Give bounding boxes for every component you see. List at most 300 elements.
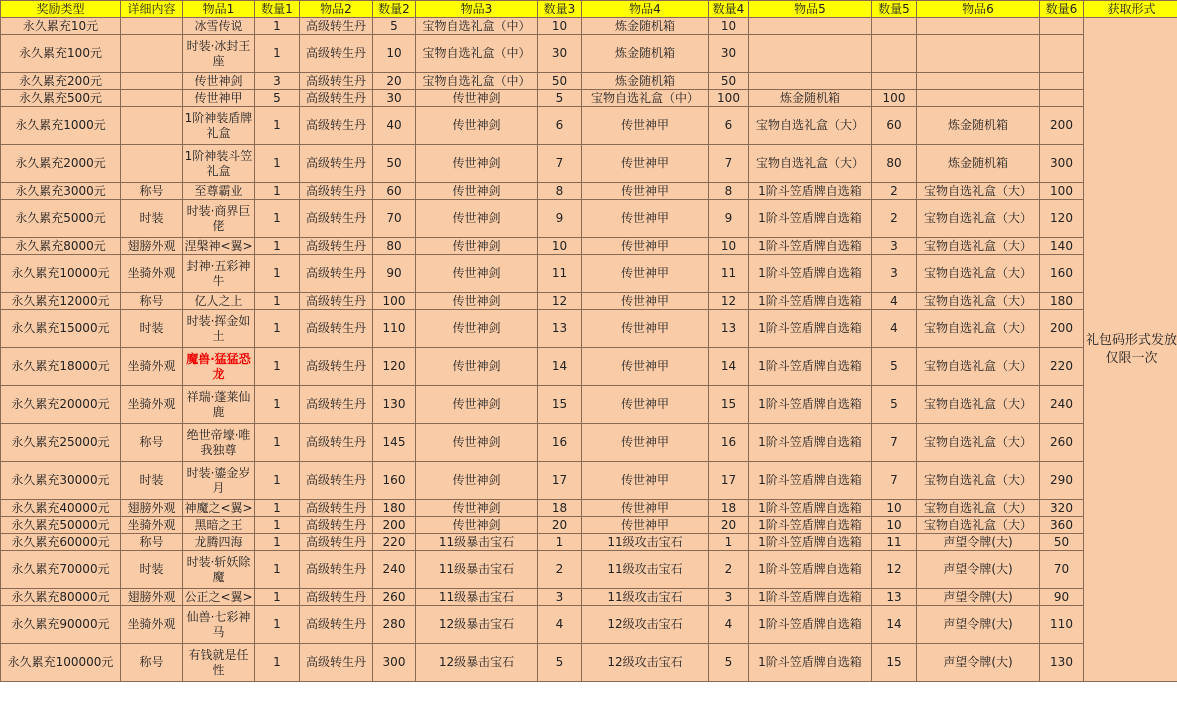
table-cell-item2: 高级转生丹 (300, 73, 373, 90)
table-cell-item4: 传世神甲 (582, 462, 709, 500)
table-cell-item5: 1阶斗笠盾牌自选箱 (749, 310, 872, 348)
table-cell-qty3: 12 (538, 293, 582, 310)
table-cell-qty2: 100 (373, 293, 416, 310)
table-cell-qty4: 18 (709, 500, 749, 517)
table-cell-item1: 黑暗之王 (183, 517, 255, 534)
table-cell-qty1: 1 (255, 107, 300, 145)
table-cell-qty6: 50 (1040, 534, 1084, 551)
table-cell-qty2: 30 (373, 90, 416, 107)
table-cell-type: 永久累充100元 (1, 35, 121, 73)
table-cell-qty5: 15 (872, 644, 917, 682)
table-cell-qty2: 145 (373, 424, 416, 462)
header-row (1, 1, 1177, 18)
table-cell-qty6: 360 (1040, 517, 1084, 534)
table-cell-item4: 11级攻击宝石 (582, 589, 709, 606)
table-cell-qty1: 1 (255, 551, 300, 589)
table-cell-item2: 高级转生丹 (300, 534, 373, 551)
table-cell-detail (121, 107, 183, 145)
table-cell-item5 (749, 73, 872, 90)
table-cell-detail: 时装 (121, 462, 183, 500)
table-cell-item6: 宝物自选礼盒（大） (917, 348, 1040, 386)
table-cell-qty2: 130 (373, 386, 416, 424)
table-cell-qty4: 9 (709, 200, 749, 238)
table-cell-qty3: 2 (538, 551, 582, 589)
table-row (1, 348, 1177, 386)
table-cell-qty2: 80 (373, 238, 416, 255)
table-cell-item1: 封神·五彩神牛 (183, 255, 255, 293)
table-cell-qty3: 18 (538, 500, 582, 517)
table-cell-item4: 传世神甲 (582, 183, 709, 200)
table-cell-qty3: 5 (538, 644, 582, 682)
table-cell-type: 永久累充100000元 (1, 644, 121, 682)
table-cell-qty4: 2 (709, 551, 749, 589)
table-cell-type: 永久累充15000元 (1, 310, 121, 348)
header-cell: 数量2 (373, 1, 416, 18)
table-cell-item5: 1阶斗笠盾牌自选箱 (749, 517, 872, 534)
table-cell-item6: 宝物自选礼盒（大） (917, 183, 1040, 200)
header-cell: 数量5 (872, 1, 917, 18)
table-cell-item2: 高级转生丹 (300, 107, 373, 145)
table-cell-qty2: 5 (373, 18, 416, 35)
header-cell: 数量4 (709, 1, 749, 18)
table-cell-item6: 宝物自选礼盒（大） (917, 500, 1040, 517)
table-cell-qty2: 110 (373, 310, 416, 348)
table-row (1, 73, 1177, 90)
table-row (1, 551, 1177, 589)
table-cell-qty1: 1 (255, 606, 300, 644)
header-cell: 数量1 (255, 1, 300, 18)
table-cell-detail (121, 35, 183, 73)
table-cell-qty3: 9 (538, 200, 582, 238)
table-cell-item1: 传世神甲 (183, 90, 255, 107)
table-cell-qty2: 220 (373, 534, 416, 551)
header-cell: 物品6 (917, 1, 1040, 18)
table-cell-qty5: 80 (872, 145, 917, 183)
table-cell-item5: 1阶斗笠盾牌自选箱 (749, 424, 872, 462)
table-cell-detail (121, 18, 183, 35)
table-cell-detail: 翅膀外观 (121, 500, 183, 517)
table-cell-qty4: 8 (709, 183, 749, 200)
table-cell-detail: 时装 (121, 200, 183, 238)
table-cell-item4: 炼金随机箱 (582, 73, 709, 90)
table-row (1, 35, 1177, 73)
table-cell-item6: 声望令牌(大) (917, 534, 1040, 551)
table-cell-item2: 高级转生丹 (300, 293, 373, 310)
table-cell-item3: 11级暴击宝石 (416, 534, 538, 551)
table-cell-type: 永久累充500元 (1, 90, 121, 107)
table-cell-qty6 (1040, 35, 1084, 73)
header-cell: 详细内容 (121, 1, 183, 18)
table-cell-detail (121, 73, 183, 90)
table-cell-qty6: 200 (1040, 310, 1084, 348)
table-cell-item4: 传世神甲 (582, 517, 709, 534)
table-cell-item2: 高级转生丹 (300, 551, 373, 589)
table-cell-type: 永久累充5000元 (1, 200, 121, 238)
table-cell-qty6: 290 (1040, 462, 1084, 500)
header-cell: 数量3 (538, 1, 582, 18)
table-cell-qty3: 8 (538, 183, 582, 200)
table-row (1, 255, 1177, 293)
table-cell-item2: 高级转生丹 (300, 255, 373, 293)
table-cell-item1: 时装·冰封王座 (183, 35, 255, 73)
table-row (1, 500, 1177, 517)
table-cell-detail (121, 90, 183, 107)
header-cell: 物品5 (749, 1, 872, 18)
table-cell-item6 (917, 73, 1040, 90)
table-cell-qty4: 10 (709, 18, 749, 35)
table-cell-qty6: 140 (1040, 238, 1084, 255)
table-cell-qty1: 1 (255, 644, 300, 682)
table-cell-qty2: 240 (373, 551, 416, 589)
table-cell-type: 永久累充70000元 (1, 551, 121, 589)
table-cell-item5: 1阶斗笠盾牌自选箱 (749, 500, 872, 517)
table-cell-item6 (917, 18, 1040, 35)
table-cell-qty1: 1 (255, 500, 300, 517)
table-cell-item5: 1阶斗笠盾牌自选箱 (749, 238, 872, 255)
table-cell-qty4: 7 (709, 145, 749, 183)
table-cell-item1: 神魔之<翼> (184, 500, 253, 515)
table-cell-qty3: 20 (538, 517, 582, 534)
table-cell-detail (121, 145, 183, 183)
table-cell-item4: 传世神甲 (582, 348, 709, 386)
table-cell-qty3: 1 (538, 534, 582, 551)
table-cell-item4: 12级攻击宝石 (582, 644, 709, 682)
table-cell-item3: 传世神剑 (416, 293, 538, 310)
table-cell-item1: 时装·商界巨佬 (183, 200, 255, 238)
table-cell-type: 永久累充2000元 (1, 145, 121, 183)
table-cell-item2: 高级转生丹 (300, 145, 373, 183)
table-cell-qty1: 1 (255, 424, 300, 462)
table-cell-type: 永久累充60000元 (1, 534, 121, 551)
table-cell-qty6 (1040, 18, 1084, 35)
table-cell-qty1: 1 (255, 517, 300, 534)
table-cell-qty4: 11 (709, 255, 749, 293)
table-cell-item6: 声望令牌(大) (917, 644, 1040, 682)
table-cell-item2: 高级转生丹 (300, 386, 373, 424)
table-cell-item4: 传世神甲 (582, 145, 709, 183)
table-cell-qty1: 1 (255, 238, 300, 255)
table-cell-item2: 高级转生丹 (300, 310, 373, 348)
table-cell-item6 (917, 35, 1040, 73)
table-row (1, 145, 1177, 183)
table-cell-qty3: 10 (538, 18, 582, 35)
table-cell-qty5: 14 (872, 606, 917, 644)
table-cell-item3: 宝物自选礼盒（中） (416, 18, 538, 35)
table-cell-qty5: 4 (872, 310, 917, 348)
table-cell-qty2: 10 (373, 35, 416, 73)
table-cell-item6 (917, 90, 1040, 107)
table-cell-item6: 声望令牌(大) (917, 589, 1040, 606)
table-cell-detail: 时装 (121, 310, 183, 348)
table-cell-qty2: 60 (373, 183, 416, 200)
table-cell-item3: 12级暴击宝石 (416, 606, 538, 644)
table-cell-item5: 1阶斗笠盾牌自选箱 (749, 551, 872, 589)
table-row (1, 534, 1177, 551)
table-cell-type: 永久累充12000元 (1, 293, 121, 310)
table-cell-item5: 1阶斗笠盾牌自选箱 (749, 534, 872, 551)
table-cell-item5: 1阶斗笠盾牌自选箱 (749, 200, 872, 238)
table-cell-type: 永久累充3000元 (1, 183, 121, 200)
table-cell-qty2: 90 (373, 255, 416, 293)
table-cell-qty1: 1 (255, 589, 300, 606)
table-cell-item6: 宝物自选礼盒（大） (917, 200, 1040, 238)
table-cell-qty3: 15 (538, 386, 582, 424)
table-cell-item4: 11级攻击宝石 (582, 534, 709, 551)
header-cell: 物品3 (416, 1, 538, 18)
table-cell-item3: 传世神剑 (416, 255, 538, 293)
table-cell-item6: 声望令牌(大) (917, 606, 1040, 644)
table-cell-item6: 宝物自选礼盒（大） (917, 424, 1040, 462)
table-cell-qty2: 280 (373, 606, 416, 644)
table-cell-qty2: 20 (373, 73, 416, 90)
table-cell-item1: 龙腾四海 (183, 534, 255, 551)
header-cell: 获取形式 (1084, 1, 1177, 18)
table-cell-detail: 称号 (121, 183, 183, 200)
table-cell-item1: 时装·斩妖除魔 (183, 551, 255, 589)
table-cell-detail: 翅膀外观 (121, 589, 183, 606)
table-cell-detail: 称号 (121, 644, 183, 682)
table-cell-item1: 魔兽·猛猛恐龙 (183, 348, 255, 386)
table-cell-qty3: 30 (538, 35, 582, 73)
table-cell-item2: 高级转生丹 (300, 90, 373, 107)
table-cell-item4: 炼金随机箱 (582, 18, 709, 35)
table-cell-qty2: 40 (373, 107, 416, 145)
table-cell-item5: 宝物自选礼盒（大） (749, 145, 872, 183)
table-row (1, 18, 1177, 35)
table-cell-item4: 11级攻击宝石 (582, 551, 709, 589)
table-cell-qty3: 17 (538, 462, 582, 500)
table-cell-item2: 高级转生丹 (300, 18, 373, 35)
table-cell-item2: 高级转生丹 (300, 183, 373, 200)
table-cell-qty5: 2 (872, 200, 917, 238)
table-cell-item3: 传世神剑 (416, 386, 538, 424)
table-cell-qty6: 160 (1040, 255, 1084, 293)
table-cell-qty6 (1040, 90, 1084, 107)
table-cell-qty2: 200 (373, 517, 416, 534)
table-cell-qty6: 110 (1040, 606, 1084, 644)
table-cell-item3: 传世神剑 (416, 145, 538, 183)
table-cell-detail: 称号 (121, 424, 183, 462)
table-cell-item6: 宝物自选礼盒（大） (917, 517, 1040, 534)
table-cell-qty4: 5 (709, 644, 749, 682)
table-cell-qty4: 10 (709, 238, 749, 255)
table-cell-qty3: 5 (538, 90, 582, 107)
table-cell-qty5: 10 (872, 517, 917, 534)
table-cell-detail: 坐骑外观 (121, 255, 183, 293)
table-cell-detail: 称号 (121, 293, 183, 310)
table-cell-qty4: 13 (709, 310, 749, 348)
table-cell-type: 永久累充25000元 (1, 424, 121, 462)
table-cell-item3: 传世神剑 (416, 183, 538, 200)
table-cell-item5 (749, 35, 872, 73)
table-cell-qty4: 16 (709, 424, 749, 462)
header-cell: 物品4 (582, 1, 709, 18)
table-row (1, 462, 1177, 500)
table-cell-item1: 传世神剑 (183, 73, 255, 90)
table-cell-item5: 1阶斗笠盾牌自选箱 (749, 183, 872, 200)
table-cell-item6: 宝物自选礼盒（大） (917, 293, 1040, 310)
header-cell: 物品1 (183, 1, 255, 18)
table-cell-item2: 高级转生丹 (300, 644, 373, 682)
table-cell-item1: 祥瑞·蓬莱仙鹿 (183, 386, 255, 424)
table-cell-qty1: 1 (255, 293, 300, 310)
table-cell-item2: 高级转生丹 (300, 424, 373, 462)
table-cell-item3: 传世神剑 (416, 517, 538, 534)
table-cell-qty5: 60 (872, 107, 917, 145)
table-cell-type: 永久累充90000元 (1, 606, 121, 644)
table-cell-qty4: 4 (709, 606, 749, 644)
table-cell-detail: 坐骑外观 (121, 348, 183, 386)
table-cell-qty2: 120 (373, 348, 416, 386)
table-row (1, 90, 1177, 107)
table-cell-item3: 传世神剑 (416, 238, 538, 255)
table-cell-type: 永久累充40000元 (1, 500, 121, 517)
table-cell-item5: 1阶斗笠盾牌自选箱 (749, 589, 872, 606)
table-cell-qty1: 1 (255, 348, 300, 386)
table-cell-qty5: 11 (872, 534, 917, 551)
table-cell-qty4: 6 (709, 107, 749, 145)
table-cell-item2: 高级转生丹 (300, 200, 373, 238)
table-cell-item3: 宝物自选礼盒（中） (416, 35, 538, 73)
table-cell-qty5: 7 (872, 462, 917, 500)
table-cell-qty6: 260 (1040, 424, 1084, 462)
table-cell-qty5: 3 (872, 255, 917, 293)
table-cell-type: 永久累充30000元 (1, 462, 121, 500)
table-cell-item3: 传世神剑 (416, 500, 538, 517)
table-cell-qty3: 16 (538, 424, 582, 462)
table-cell-item2: 高级转生丹 (300, 462, 373, 500)
table-cell-qty1: 1 (255, 462, 300, 500)
table-cell-qty1: 1 (255, 183, 300, 200)
table-row (1, 589, 1177, 606)
table-row (1, 517, 1177, 534)
table-cell-item4: 12级攻击宝石 (582, 606, 709, 644)
table-cell-qty6: 180 (1040, 293, 1084, 310)
table-row (1, 310, 1177, 348)
table-row (1, 107, 1177, 145)
table-row (1, 183, 1177, 200)
table-cell-qty2: 70 (373, 200, 416, 238)
table-cell-item4: 宝物自选礼盒（中） (582, 90, 709, 107)
table-cell-item5 (749, 18, 872, 35)
table-cell-item2: 高级转生丹 (300, 238, 373, 255)
header-cell: 奖励类型 (1, 1, 121, 18)
table-cell-item5: 1阶斗笠盾牌自选箱 (749, 293, 872, 310)
table-cell-qty4: 1 (709, 534, 749, 551)
table-cell-item1: 公正之<翼> (184, 589, 253, 604)
table-cell-detail: 坐骑外观 (121, 606, 183, 644)
table-cell-item1: 绝世帝壕·唯我独尊 (183, 424, 255, 462)
table-cell-item1: 1阶神装斗笠礼盒 (183, 145, 255, 183)
table-cell-item3: 11级暴击宝石 (416, 551, 538, 589)
table-cell-qty5: 4 (872, 293, 917, 310)
table-cell-item6: 炼金随机箱 (917, 107, 1040, 145)
table-cell-item5: 1阶斗笠盾牌自选箱 (749, 348, 872, 386)
table-cell-qty3: 10 (538, 238, 582, 255)
table-cell-qty5 (872, 35, 917, 73)
table-cell-qty5: 5 (872, 348, 917, 386)
table-cell-item4: 炼金随机箱 (582, 35, 709, 73)
table-cell-item5: 1阶斗笠盾牌自选箱 (749, 386, 872, 424)
table-cell-type: 永久累充18000元 (1, 348, 121, 386)
table-cell-type: 永久累充8000元 (1, 238, 121, 255)
table-cell-qty2: 300 (373, 644, 416, 682)
table-cell-item2: 高级转生丹 (300, 517, 373, 534)
table-cell-item4: 传世神甲 (582, 107, 709, 145)
table-cell-qty6: 300 (1040, 145, 1084, 183)
table-cell-item1: 时装·挥金如土 (183, 310, 255, 348)
table-cell-qty5: 3 (872, 238, 917, 255)
table-cell-item3: 传世神剑 (416, 310, 538, 348)
table-cell-type: 永久累充50000元 (1, 517, 121, 534)
table-cell-item2: 高级转生丹 (300, 606, 373, 644)
table-cell-item6: 宝物自选礼盒（大） (917, 238, 1040, 255)
table-cell-type: 永久累充10000元 (1, 255, 121, 293)
table-cell-qty6: 240 (1040, 386, 1084, 424)
table-cell-item5: 1阶斗笠盾牌自选箱 (749, 644, 872, 682)
table-cell-item4: 传世神甲 (582, 293, 709, 310)
table-cell-type: 永久累充20000元 (1, 386, 121, 424)
table-cell-qty6: 320 (1040, 500, 1084, 517)
table-row (1, 606, 1177, 644)
table-cell-type: 永久累充200元 (1, 73, 121, 90)
table-cell-item3: 传世神剑 (416, 107, 538, 145)
table-cell-qty3: 11 (538, 255, 582, 293)
table-cell-item5: 1阶斗笠盾牌自选箱 (749, 462, 872, 500)
table-cell-qty5: 12 (872, 551, 917, 589)
table-cell-qty6: 100 (1040, 183, 1084, 200)
table-cell-item4: 传世神甲 (582, 500, 709, 517)
table-cell-type: 永久累充1000元 (1, 107, 121, 145)
table-cell-item4: 传世神甲 (582, 200, 709, 238)
table-cell-qty1: 1 (255, 145, 300, 183)
table-cell-qty3: 13 (538, 310, 582, 348)
table-cell-qty3: 14 (538, 348, 582, 386)
table-cell-item3: 传世神剑 (416, 200, 538, 238)
table-cell-qty3: 4 (538, 606, 582, 644)
table-cell-qty6: 200 (1040, 107, 1084, 145)
table-cell-item5: 1阶斗笠盾牌自选箱 (749, 255, 872, 293)
table-cell-qty2: 50 (373, 145, 416, 183)
table-cell-item3: 宝物自选礼盒（中） (416, 73, 538, 90)
table-cell-item4: 传世神甲 (582, 255, 709, 293)
table-cell-qty5: 100 (872, 90, 917, 107)
table-cell-detail: 翅膀外观 (121, 238, 183, 255)
table-cell-qty5: 13 (872, 589, 917, 606)
table-cell-item6: 炼金随机箱 (917, 145, 1040, 183)
table-cell-qty2: 160 (373, 462, 416, 500)
table-cell-item2: 高级转生丹 (300, 35, 373, 73)
table-cell-item4: 传世神甲 (582, 238, 709, 255)
table-cell-qty6: 90 (1040, 589, 1084, 606)
table-cell-qty5: 5 (872, 386, 917, 424)
acquire-method-cell: 礼包码形式发放仅限一次 (1084, 18, 1177, 682)
table-cell-qty4: 15 (709, 386, 749, 424)
table-cell-qty6: 120 (1040, 200, 1084, 238)
table-cell-qty5: 2 (872, 183, 917, 200)
table-row (1, 238, 1177, 255)
table-cell-qty5: 10 (872, 500, 917, 517)
table-cell-item1: 仙兽·七彩神马 (183, 606, 255, 644)
table-cell-qty3: 6 (538, 107, 582, 145)
table-cell-item1: 亿人之上 (183, 293, 255, 310)
table-cell-item5: 炼金随机箱 (749, 90, 872, 107)
table-cell-item1: 涅槃神<翼> (184, 238, 253, 253)
table-cell-item3: 传世神剑 (416, 90, 538, 107)
table-cell-qty4: 12 (709, 293, 749, 310)
table-cell-qty1: 1 (255, 35, 300, 73)
table-cell-item2: 高级转生丹 (300, 500, 373, 517)
